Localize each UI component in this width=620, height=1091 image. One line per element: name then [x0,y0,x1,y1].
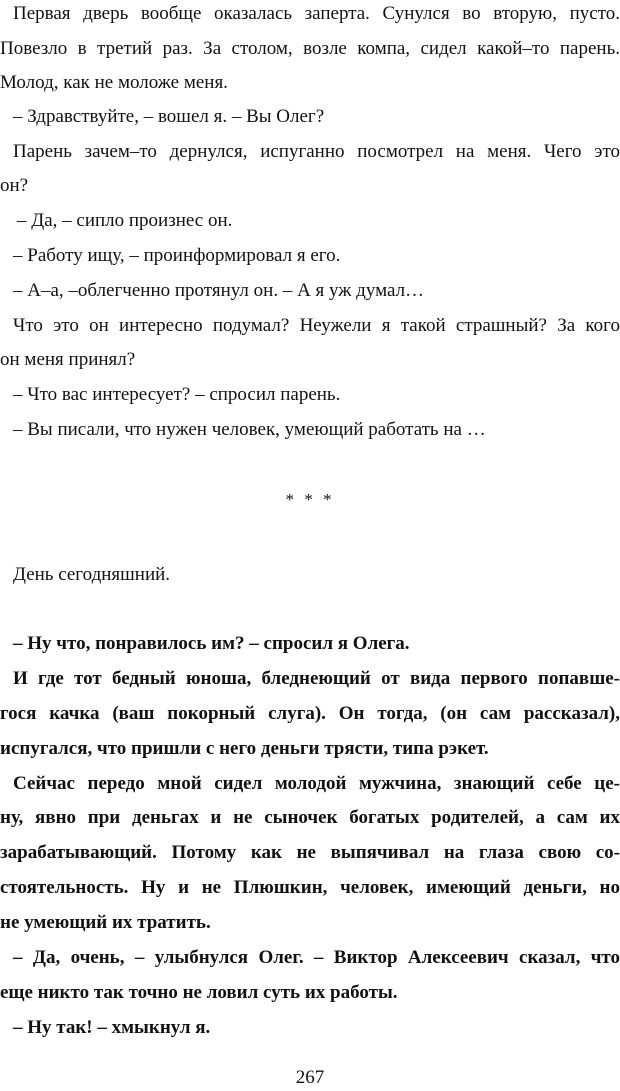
text-line: гося качка (ваш покорный слуга). Он тогда, (он сам рассказал), [0,703,620,724]
text-line: – Ну так! – хмыкнул я. [13,1017,211,1038]
text-line: Парень зачем–то дернулся, испуганно посмотрел на меня. Чего это [13,141,620,162]
text-line: Молод, как не моложе меня. [0,72,228,93]
text-line: испугался, что пришли с него деньги трясти, типа рэкет. [0,738,489,759]
text-line: – Да, – сипло произнес он. [17,210,233,231]
text-line: – Вы писали, что нужен человек, умеющий работать на … [13,419,486,440]
text-line: И где тот бедный юноша, бледнеющий от вида первого попавше- [13,668,620,689]
text-line: – Да, очень, – улыбнулся Олег. – Виктор Алексеевич сказал, что [13,947,620,968]
text-line: ну, явно при деньгах и не сыночек богатых родителей, а сам их [0,807,620,828]
text-line: стоятельность. Ну и не Плюшкин, человек, имеющий деньги, но [0,877,620,898]
text-line: – Ну что, понравилось им? – спросил я Олега. [13,633,410,654]
text-line: он? [0,175,29,196]
text-line: еще никто так точно не ловил суть их работы. [0,982,398,1003]
text-line: Первая дверь вообще оказалась заперта. Сунулся во вторую, пусто. [13,3,620,24]
text-line: – А–а, –облегченно протянул он. – А я уж думал… [13,280,425,301]
text-line: Что это он интересно подумал? Неужели я такой страшный? За кого [13,315,620,336]
text-line: Повезло в третий раз. За столом, возле компа, сидел какой–то парень. [0,38,620,59]
section-separator: * * * [285,490,335,509]
text-line: – Работу ищу, – проинформировал я его. [13,245,341,266]
text-line: День сегодняшний. [13,564,171,585]
page-number: 267 [295,1067,325,1088]
text-line: зарабатывающий. Потому как не выпячивал на глаза свою со- [0,842,620,863]
text-line: – Здравствуйте, – вошел я. – Вы Олег? [13,106,325,127]
text-line: – Что вас интересует? – спросил парень. [13,384,341,405]
text-line: он меня принял? [0,349,136,370]
text-line: не умеющий их тратить. [0,912,211,933]
text-line: Сейчас передо мной сидел молодой мужчина, знающий себе це- [13,773,620,794]
